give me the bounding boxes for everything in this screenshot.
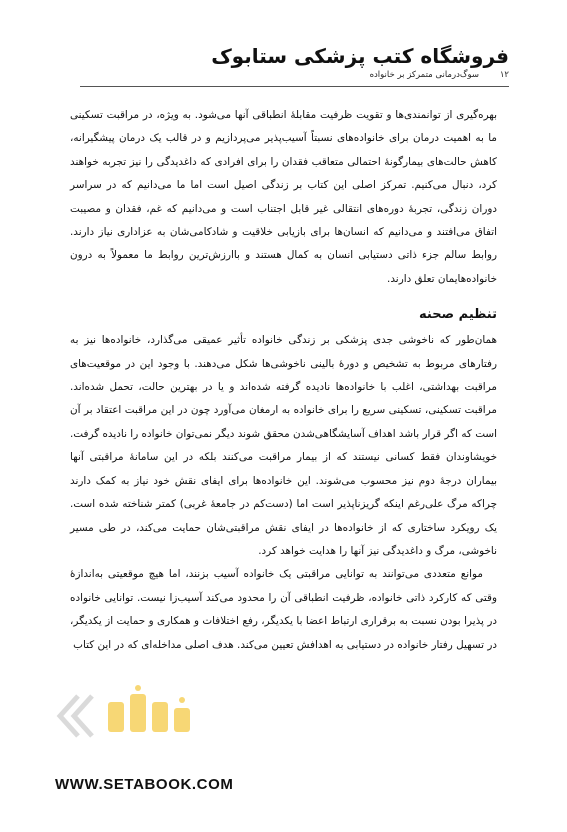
chapter-title: سوگ‌درمانی متمرکز بر خانواده (369, 70, 479, 80)
page-number: ۱۲ (499, 70, 509, 80)
paragraph: موانع متعددی می‌توانند به توانایی مراقبتی یک خانواده آسیب بزنند، اما هیچ موقعیتی به‌اندازهٔ وقتی که کارکرد ذاتی خانواده، ظرفیت انطباقی آن را محدود می‌کند آسیب‌زا نیست. توانایی خانواده در پذیرا بودن نسبت به برقراری ارتباط اعضا با یکدیگر، رفع اختلافات و همکاری و حمایت از یکدیگر، در تسهیل رفتار خانواده در دستیابی به اهدافش تعیین می‌کند. هدف اصلی مداخله‌ای که در این کتاب (70, 568, 497, 651)
setabook-logo (50, 682, 215, 752)
page-header-title: فروشگاه کتب پزشکی ستابوک (211, 44, 509, 68)
section-heading: تنظیم صحنه (419, 307, 497, 323)
website-watermark: WWW.SETABOOK.COM (55, 776, 234, 793)
paragraph: همان‌طور که ناخوشی جدی پزشکی بر زندگی خانواده تأثیر عمیقی می‌گذارد، خانواده‌ها نیز به رفتارهای مربوط به تشخیص و دورهٔ بالینی ناخوشی‌ها شکل می‌دهند. با وجود این در موقعیت‌های مراقبت بهداشتی، اغلب با خانواده‌ها نادیده گرفته شده‌اند و یا در بهترین حالت، تحمل شده‌اند. مراقبت تسکینی، تسکینی سریع را برای خانواده به ارمغان می‌آورد چون در این مراقبت اعتقاد بر آن است که اگر قرار باشد اهداف آسایشگاهی‌شدن محقق شوند دیگر نمی‌توان خانواده را نادیده گرفت. خویشاوندان فقط کسانی نیستند که از بیمار مراقبت می‌کنند بلکه در این سامانهٔ مراقبتی آنها بیماران درجهٔ دوم نیز محسوب می‌شوند. این خانواده‌ها برای ایفای نقش خود نیاز به کمک دارند چراکه مرگ علی‌رغم اینکه گریزناپذیر است اما (دست‌کم در جامعهٔ غربی) کمتر شناخته شده است. یک رویکرد ساختاری که از خانواده‌ها در ایفای نقش مراقبتی‌شان حمایت می‌کند، در طی مسیر ناخوشی، مرگ و داغدیدگی نیز آنها را هدایت خواهد کرد. (70, 334, 497, 557)
header-divider (80, 86, 509, 87)
paragraph: بهره‌گیری از توانمندی‌ها و تقویت ظرفیت مقابلهٔ انطباقی آنها می‌شود. به ویژه، در مراقبت تسکینی ما به اهمیت درمان برای خانواده‌های نسبتاً آسیب‌پذیر می‌پردازیم و در قالب یک درمان پیشگیرانه، کاهش حالت‌های بیمارگونهٔ احتمالی متعاقب فقدان را برای افرادی که داغدیدگی را نیز تجربه خواهند کرد، دنبال می‌کنیم. تمرکز اصلی این کتاب بر زندگی اصیل است اما ما می‌دانیم که در سراسر دوران زندگی، تجربهٔ دوره‌های انتقالی غیر قابل اجتناب است و می‌دانیم که غم، فقدان و مصیبت اتفاق می‌افتند و می‌دانیم که انسان‌ها برای بازیابی خلاقیت و شادکامی‌شان به عزاداری نیاز دارند. روابط سالم جزء ذاتی دستیابی انسان به کمال هستند و باارزش‌ترین روابط ما معمولاً به درون خانواده‌هایمان تعلق دارند. (70, 109, 497, 285)
body-text (70, 104, 497, 657)
